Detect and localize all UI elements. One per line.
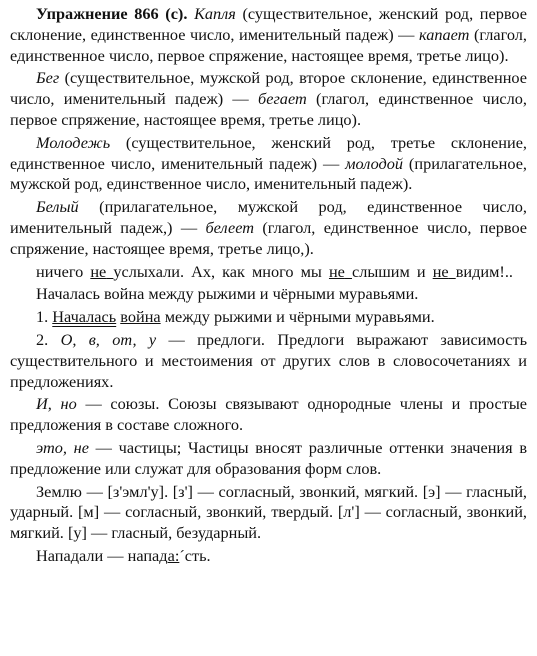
exercise-title: Упражнение 866 (с).	[36, 4, 188, 23]
prepositions-text: — предлоги. Предлоги выражают зависимость существительного и местоимения от других слов в словосочетаниях и предложениях.	[10, 329, 528, 391]
text-fragment: ничего	[36, 261, 91, 281]
negation-sentence	[10, 262, 527, 283]
separate-space-mark	[449, 262, 456, 281]
text-fragment: между рыжими и чёрными муравьями.	[160, 307, 435, 327]
paragraph-2	[10, 68, 527, 130]
word-molodoy: молодой	[345, 153, 404, 173]
conjunctions-words: И, но	[36, 394, 77, 414]
text-fragment: Нападали — напа	[36, 545, 160, 565]
analysis-text: (прилагательное, мужской род, единственное число, именительный падеж,) —	[10, 197, 527, 237]
word-begaet: бегает	[258, 89, 307, 109]
paragraph-3	[10, 133, 527, 195]
separate-space-mark	[345, 262, 352, 281]
paragraph-4	[10, 197, 527, 259]
item-number: 2.	[36, 329, 61, 349]
sentence-plain: Началась война между рыжими и чёрными муравьями.	[36, 284, 419, 304]
conjunctions-text: — союзы. Союзы связывают однородные члены и простые предложения в составе сложного.	[10, 394, 527, 435]
morphemic-analysis	[10, 546, 527, 567]
analysis-text: (существительное, женский род, третье склонение, единственное число, именительный падеж) —	[10, 132, 527, 173]
text-fragment: . Ах, как много мы	[179, 261, 329, 281]
particles-paragraph	[10, 438, 527, 480]
particle-ne: не	[90, 261, 107, 281]
paragraph-1	[10, 4, 527, 66]
predicate: Началась	[52, 307, 117, 327]
conjunctions-paragraph	[10, 394, 527, 436]
root-mark: д	[159, 545, 168, 565]
text-fragment: слышим	[351, 261, 410, 281]
text-fragment: видим	[455, 261, 500, 281]
text-fragment: услыхали	[113, 261, 180, 281]
alternation-mark: а:	[167, 545, 180, 565]
particle-ne: не	[432, 261, 449, 281]
subject: война	[120, 307, 161, 327]
word-beg: Бег	[36, 68, 60, 88]
text-fragment: !..	[499, 261, 513, 281]
analysis-text: (существительное, женский род, первое склонение, единственное число, именительный падеж) —	[10, 4, 528, 44]
word-kapaet: капает	[419, 24, 470, 44]
analysis-text: (глагол, единственное число, первое спряжение, настоящее время, третье лицо,).	[10, 217, 528, 258]
text-fragment: и	[409, 261, 433, 281]
analysis-text: (существительное, мужской род, второе склонение, единственное число, именительный падеж) —	[10, 68, 527, 109]
analysis-text: (прилагательное, мужской род, единственное число, именительный падеж).	[10, 153, 527, 194]
word-beleet: белеет	[205, 217, 254, 237]
prepositions-words: О, в, от, у	[60, 329, 157, 349]
phonetic-analysis: Землю — [з'эмл'у]. [з'] — согласный, звонкий, мягкий. [э] — гласный, ударный. [м] — согласный, звонкий, твердый. [л'] — согласный, звонкий, мягкий. [у] — гласный, безударный.	[10, 481, 527, 543]
word-molodezh: Молодежь	[36, 132, 111, 152]
word-belyy: Белый	[36, 197, 79, 217]
item-number: 1.	[36, 307, 53, 327]
particle-ne: не	[328, 261, 345, 281]
sentence-analyzed	[10, 307, 527, 328]
analysis-text: (глагол, единственное число, первое спряжение, настоящее время, третье лицо).	[10, 24, 527, 65]
prepositions-paragraph	[10, 330, 527, 392]
word-kaplya: Капля	[194, 4, 236, 23]
analysis-text: (глагол, единственное число, первое спряжение, настоящее время, третье лицо).	[10, 89, 527, 129]
text-fragment: ´сть.	[179, 545, 211, 565]
particles-words: это, не	[36, 437, 89, 457]
particles-text: — частицы; Частицы вносят различные оттенки значения в предложение или служат для образования форм слов.	[10, 437, 528, 478]
